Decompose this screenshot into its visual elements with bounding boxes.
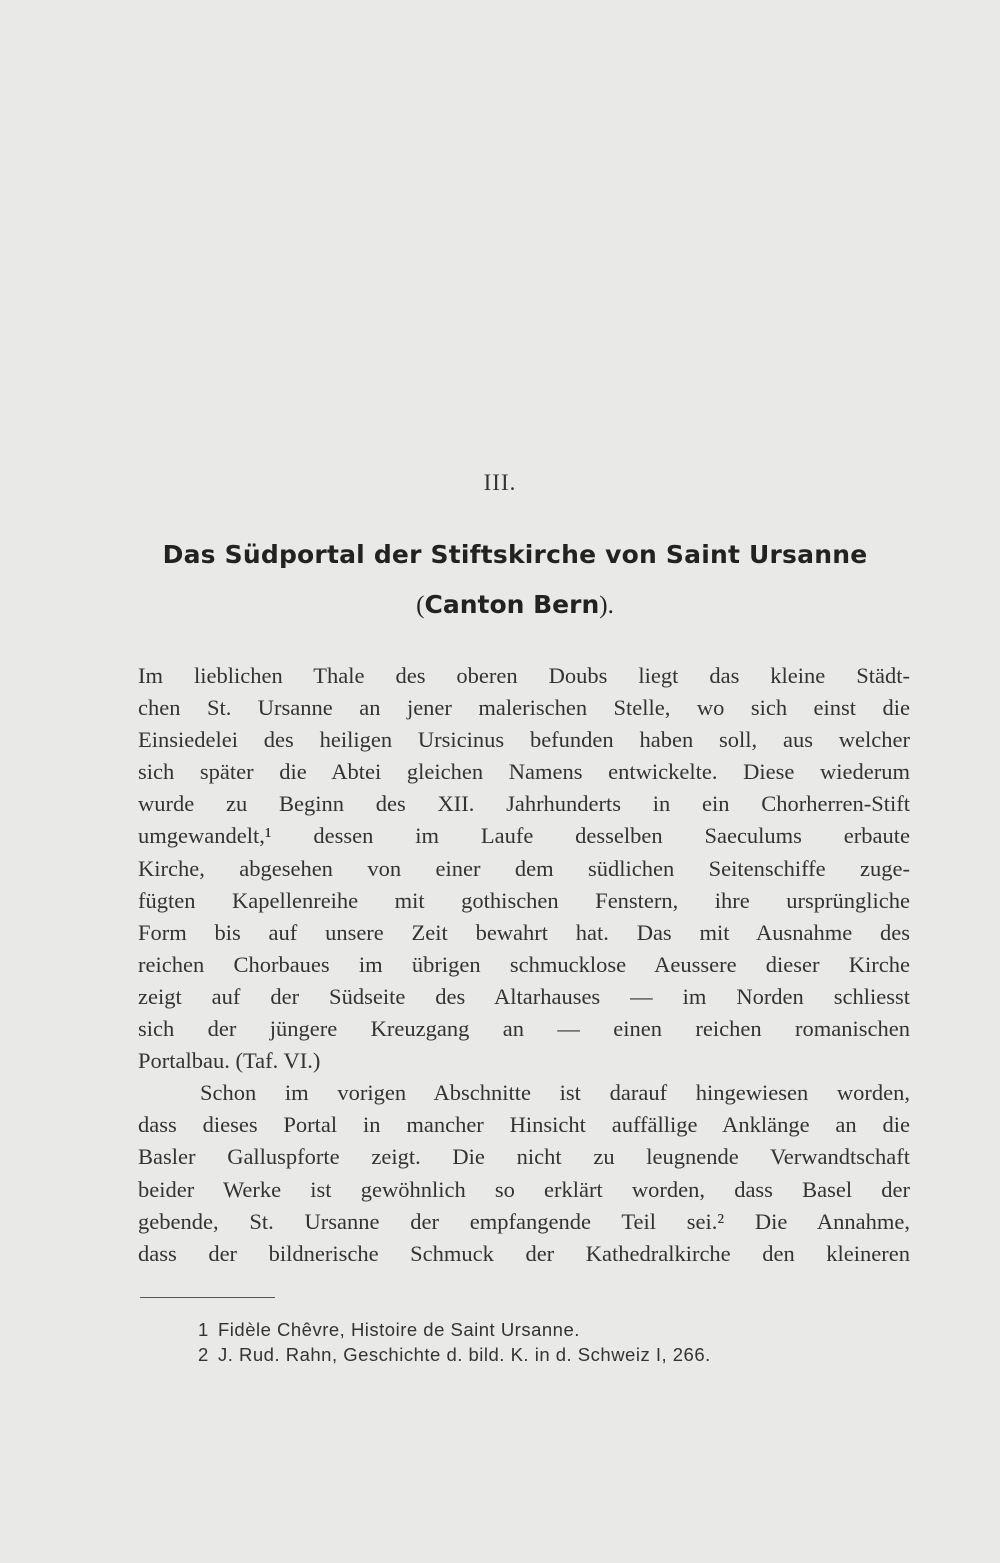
subtitle-text: Canton Bern — [424, 590, 600, 619]
text-line: gebende, St. Ursanne der empfangende Teil sei.² Die Annahme, — [138, 1208, 910, 1234]
text-line: Schon im vorigen Abschnitte ist darauf hingewiesen worden, — [200, 1080, 910, 1106]
chapter-number: III. — [483, 470, 517, 495]
text-line: chen St. Ursanne an jener malerischen Stelle, wo sich einst die — [138, 695, 910, 721]
text-line: dass der bildnerische Schmuck der Kathedralkirche den kleineren — [138, 1240, 910, 1266]
text-line: beider Werke ist gewöhnlich so erklärt worden, dass Basel der — [138, 1176, 910, 1202]
paragraph-2 — [138, 1077, 910, 1270]
text-line: reichen Chorbaues im übrigen schmucklose Aeussere dieser Kirche — [138, 951, 910, 977]
text-line: Basler Galluspforte zeigt. Die nicht zu leugnende Verwandtschaft — [138, 1144, 910, 1170]
text-line: Form bis auf unsere Zeit bewahrt hat. Das mit Ausnahme des — [138, 919, 910, 945]
text-line: Portalbau. (Taf. VI.) — [138, 1048, 321, 1074]
text-line: umgewandelt,¹ dessen im Laufe desselben Saeculums erbaute — [138, 823, 910, 849]
page-title: Das Südportal der Stiftskirche von Saint Ursanne — [162, 540, 868, 569]
text-line: sich der jüngere Kreuzgang an — einen reichen romanischen — [138, 1016, 910, 1042]
text-line: sich später die Abtei gleichen Namens entwickelte. Diese wiederum — [138, 759, 910, 785]
subtitle-open-paren: ( — [416, 592, 425, 619]
footnote — [198, 1317, 918, 1342]
paragraph-1 — [138, 660, 910, 1077]
footnote — [198, 1342, 918, 1367]
footnote-divider — [140, 1297, 275, 1298]
text-line: Einsiedelei des heiligen Ursicinus befunden haben soll, aus welcher — [138, 727, 910, 753]
footnote-text: J. Rud. Rahn, Geschichte d. bild. K. in d. Schweiz I, 266. — [218, 1344, 711, 1365]
page-subtitle — [120, 590, 910, 620]
footnote-text: Fidèle Chêvre, Histoire de Saint Ursanne. — [218, 1319, 580, 1340]
text-line: fügten Kapellenreihe mit gothischen Fenstern, ihre ursprüngliche — [138, 887, 910, 913]
subtitle-close-paren: ). — [599, 592, 614, 619]
footnotes — [198, 1317, 918, 1367]
footnote-number: 1 — [198, 1319, 209, 1340]
text-line: Kirche, abgesehen von einer dem südlichen Seitenschiffe zuge- — [138, 855, 910, 881]
text-line: wurde zu Beginn des XII. Jahrhunderts in ein Chorherren-Stift — [138, 791, 910, 817]
text-line: Im lieblichen Thale des oberen Doubs liegt das kleine Städt- — [138, 663, 910, 688]
body-text — [138, 660, 910, 1270]
text-line: dass dieses Portal in mancher Hinsicht auffällige Anklänge an die — [138, 1112, 910, 1138]
text-line: zeigt auf der Südseite des Altarhauses — im Norden schliesst — [138, 983, 910, 1009]
footnote-number: 2 — [198, 1344, 209, 1365]
